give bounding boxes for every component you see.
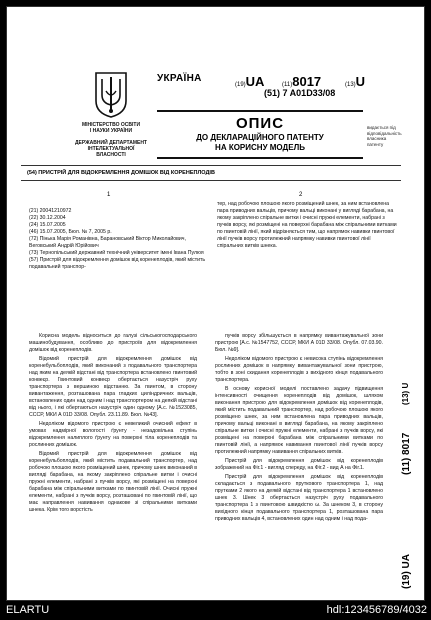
invention-title: (54) ПРИСТРІЙ ДЛЯ ВІДОКРЕМЛЕННЯ ДОМІШОК ВІД КОРЕНЕПЛОДІВ: [27, 170, 215, 176]
handle-link[interactable]: hdl:123456789/4032: [326, 604, 427, 616]
repository-name: ELARTU: [6, 604, 50, 616]
code-19: (19)UA: [235, 74, 265, 89]
classification-code: (51) 7 A01D33/08: [264, 88, 336, 98]
paragraph: Корисна модель відноситься до галузі сільськогосподарського машинобудування, особливо до пристроїв для відокремлення домішок від коренеплодів.: [29, 333, 197, 353]
column-number: 2: [299, 192, 303, 198]
vertical-patent-number: [401, 367, 419, 597]
field-57: (57) Пристрій для відокремлення домішок від коренеплодів, який містить подавальний транспор-: [29, 257, 206, 270]
paragraph: Пристрій для відокремлення домішок від коренеплодів складається з подавального пруткового транспортера 1, над прутками 2 якого на деякій відстані від транспортера 1 встановлено шнек 3. Шнек 3 обертається назустріч руху подавального транспортера 1 з гвинтовою швидкістю ω. За шнеком 3, в сторону вихідного кінця подавального транспортера 1, розташована пара приводних вальців 4, встановлених один над одним і над пода-: [215, 474, 383, 522]
paragraph: Пристрій для відокремлення домішок від коренеплодів зображений на Фіг.1 - вигляд спереду, на Фіг.2 - вид А на Фіг.1.: [215, 458, 383, 471]
header-rule-top: [157, 110, 363, 112]
code-13: (13)U: [345, 74, 366, 89]
code-11: (11)8017: [282, 74, 322, 89]
paragraph: Відомий пристрій для відокремлення домішок від коренебульбоплодів, який виконаний з подавального транспортера над яким на деякій відстані від транспортера встановлено гвинтовий конвеєр. Гвинтовий конвеєр обертається назустріч руху транспортера з вершиною відстанню. За гвинтом, в сторону вивантаження, розташована пара гладких циліндричних вальців, встановлених один над одним і над транспортером на деякій відстані від нього, і які обертаються назустріч один одному [А.с. №1523085, СССР, МКИ А 01D 33/08. Опубл. 23.11.89. Бюл. №43].: [29, 356, 197, 418]
header-rule-bottom: [157, 157, 363, 159]
patent-page: [6, 6, 425, 601]
description-column-right: [215, 333, 383, 525]
divider: [21, 165, 401, 166]
vertical-code-13: (13) U: [401, 382, 410, 405]
bibliographic-data: [29, 208, 207, 271]
paragraph: Недоліком відомого пристрою є невисока ступінь відокремлення рослинних домішок в напрямку вивантажувальної зони пристрою, тобто в зоні скидання коренеплодів з вихідного кінця подавального транспортера.: [215, 356, 383, 383]
description-column-left: [29, 333, 197, 516]
department-label: ДЕРЖАВНИЙ ДЕПАРТАМЕНТ ІНТЕЛЕКТУАЛЬНОЇ ВЛАСНОСТІ: [75, 140, 147, 158]
paragraph: Відомий пристрій для відокремлення домішок від коренебульбоплодів, який містить подавальний транспортер, над робочою плошою якого розміщений шнек, причому шнек виконаний в вигляді барабана, на якому закріплено спіральне витки і очисні пружні елементи, набрані з пучків ворсу, які розміщені на поверхні барабана між спіральними витками по гвинтовій лінії. Очисні пружні елементи, набрані з пучків ворсу, розташовані по гвинтовій лінії, що має направлення навивання однакове зі спіральними витками шнека. Крім того ворстість: [29, 451, 197, 513]
side-note: видається під відповідальність власника патенту: [367, 125, 402, 147]
footer-bar: [0, 600, 431, 620]
field-46: (46) 15.07.2005, Бюл. № 7, 2005 р.: [29, 229, 112, 235]
field-21: (21) 20041210972: [29, 208, 72, 214]
field-24: (24) 15.07.2005: [29, 222, 66, 228]
claim-continuation: тер, над робочою плошою якого розміщений шнек, за ним встановлена пара приводних вальців, причому вальці виконані у вигляді барабана, на якому закріплено спіральне витки і очисні пружні елементи, набрані з пучків ворсу, які розміщені на поверхні барабана між спіральними витками по гвинтовій лінії, який відрізняється тим, що напрямок навивки гвинтової лінії пучків ворсу протилежний напрямку навивки гвинтової лінії спіральних витків шнека.: [217, 201, 397, 249]
ministry-label: МІНІСТЕРСТВО ОСВІТИ І НАУКИ УКРАЇНИ: [81, 122, 141, 134]
paragraph: В основу корисної моделі поставлено задачу підвищення інтенсивності очищення коренеплодів від домішок, шляхом виконання пристрою для відокремлення домішок від коренеплодів, який містить подавальний транспортер, над робочою плошою якого розміщено шнек, за ним встановлена пара приводних вальців, причому вальці виконані в вигляді барабана, на якому закріплено спіральне витки і очисні пружні елементи, набрані з пучків ворсу, які розміщені на поверхні барабана між спіральними витками по гвинтовій лінії, а напрямок навивання гвинтової лінії пучків ворсу протилежний напрямку навивання спіральних витків.: [215, 386, 383, 455]
vertical-code-11: (11) 8017: [401, 432, 412, 475]
column-number: 1: [107, 192, 111, 198]
paragraph: Недоліком відомого пристрою є невеликий очисний ефект в умовах надмірної вологості ґрунту - незадовільна ступінь відокремлення налиплого ґрунту на поверхні тіла коренеплодів та рослинних домішок.: [29, 421, 197, 448]
paragraph: пучків ворсу збільшується в напрямку вивантажувальної зони пристрою [А.с. №1547752, СССР, МКИ А 01D 33/08. Опубл. 07.03.90. Бюл. №9].: [215, 333, 383, 353]
field-22: (22) 30.12.2004: [29, 215, 66, 221]
field-73: (73) Тернопільський державний технічний університет імені Івана Пулюя: [29, 250, 204, 256]
document-subtitle: ДО ДЕКЛАРАЦІЙНОГО ПАТЕНТУ НА КОРИСНУ МОДЕЛЬ: [196, 133, 324, 152]
vertical-code-19: (19) UA: [401, 553, 412, 589]
country-label: УКРАЇНА: [157, 73, 202, 84]
document-title: ОПИС: [235, 115, 285, 132]
trident-emblem-icon: [93, 71, 129, 119]
divider: [21, 180, 401, 181]
field-72: (72) Пінька Марія Романівна, Барановський Віктор Миколайович, Веговський Андрій Юрійович: [29, 236, 186, 249]
